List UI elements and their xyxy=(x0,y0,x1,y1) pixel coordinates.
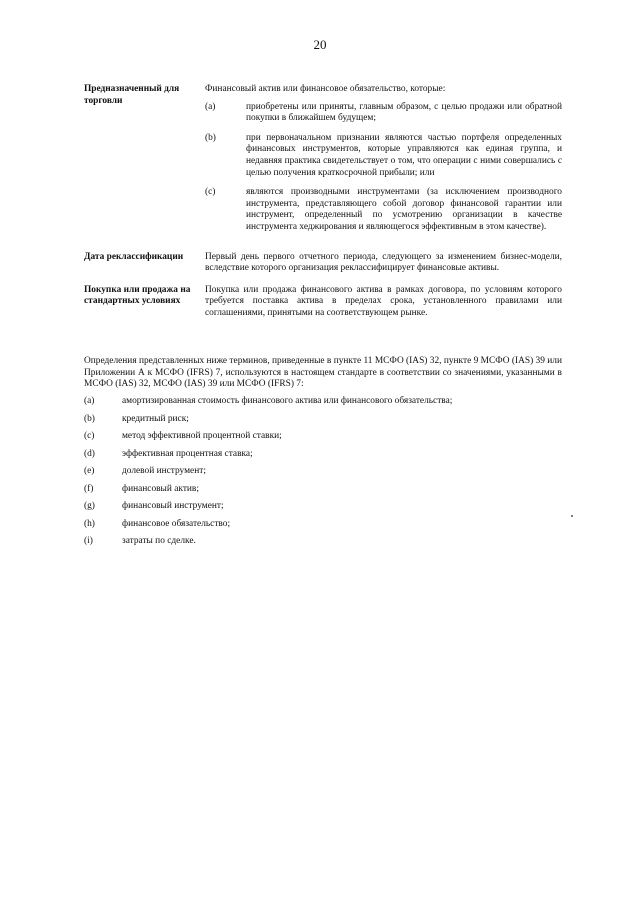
list-item-label: (i) xyxy=(84,536,93,546)
list-item-text: кредитный риск; xyxy=(122,413,189,424)
definition-subitem xyxy=(205,133,562,179)
list-item-label: (h) xyxy=(84,518,95,529)
definition-intro: Финансовый актив или финансовое обязательство, которые: xyxy=(205,84,446,94)
definition-body: Покупка или продажа финансового актива в рамках договора, по условиям которого требуется поставка актива в пределах срока, установленного правилами или соглашениями, принятыми на соответствующем рынке. xyxy=(205,284,562,318)
page-number: 20 xyxy=(313,37,327,52)
list-item-label: (g) xyxy=(84,501,95,511)
list-item xyxy=(84,449,562,467)
list-item xyxy=(84,484,562,502)
subitem-label: (c) xyxy=(205,187,216,198)
list-item-label: (a) xyxy=(84,396,95,406)
list-item xyxy=(84,519,562,537)
list-item xyxy=(84,431,562,449)
list-item-label: (b) xyxy=(84,413,95,424)
definition-subitem xyxy=(205,102,562,125)
term-list xyxy=(84,396,562,554)
list-item-text: метод эффективной процентной ставки; xyxy=(122,431,282,441)
subitem-text: при первоначальном признании являются частью портфеля определенных финансовых инструментов, которые управляются как единая группа, и недавняя практика свидетельствует о том, что операции с ними совершались с целью получения краткосрочной прибыли; или xyxy=(246,132,562,178)
list-item-label: (c) xyxy=(84,431,95,441)
list-item-text: эффективная процентная ставка; xyxy=(122,448,253,459)
subitem-text: приобретены или приняты, главным образом, с целью продажи или обратной покупки в ближайшем будущем; xyxy=(246,101,562,124)
list-item-text: амортизированная стоимость финансового актива или финансового обязательства; xyxy=(122,396,453,406)
subitem-label: (a) xyxy=(205,101,216,112)
list-item xyxy=(84,501,562,519)
scan-speck xyxy=(571,515,573,517)
definition-regular-way-purchase xyxy=(84,285,562,320)
list-item-text: финансовый инструмент; xyxy=(122,501,224,511)
list-item-label: (e) xyxy=(84,466,95,476)
list-item-text: затраты по сделке. xyxy=(122,536,196,546)
list-item xyxy=(84,414,562,432)
definition-term: Предназначенный для торговли xyxy=(84,84,180,106)
definitions-table xyxy=(84,84,562,330)
definition-body xyxy=(205,84,562,242)
list-item xyxy=(84,466,562,484)
intro-paragraph: Определения представленных ниже терминов, приведенные в пункте 11 МСФО (IAS) 32, пункте 9 МСФО (IAS) 39 или Приложении А к МСФО (IFRS) 7, используются в настоящем стандарте в соответствии со значениями, указанными в МСФО (IAS) 32, МСФО (IAS) 39 или МСФО (IFRS) 7: xyxy=(84,356,562,390)
list-item-text: финансовое обязательство; xyxy=(122,518,231,529)
subitem-text: являются производными инструментами (за исключением производного инструмента, представляющего собой договор финансовой гарантии или инструмент, определенный по усмотрению организации в качестве инструмента хеджирования и являющегося эффективным в этом качестве). xyxy=(246,187,562,232)
subitem-label: (b) xyxy=(205,132,216,143)
definition-reclassification-date xyxy=(84,252,562,275)
definition-held-for-trading xyxy=(84,84,562,242)
list-item-label: (d) xyxy=(84,448,95,459)
list-item-label: (f) xyxy=(84,483,94,494)
definition-term: Покупка или продажа на стандартных условиях xyxy=(84,284,191,307)
definition-body: Первый день первого отчетного периода, следующего за изменением бизнес-модели, вследствие которого организация реклассифицирует финансовые активы. xyxy=(205,251,562,274)
list-item xyxy=(84,396,562,414)
list-item-text: финансовый актив; xyxy=(122,483,199,494)
definition-subitem xyxy=(205,187,562,233)
list-item-text: долевой инструмент; xyxy=(122,466,206,476)
definition-term: Дата реклассификации xyxy=(84,251,184,262)
list-item xyxy=(84,536,562,554)
